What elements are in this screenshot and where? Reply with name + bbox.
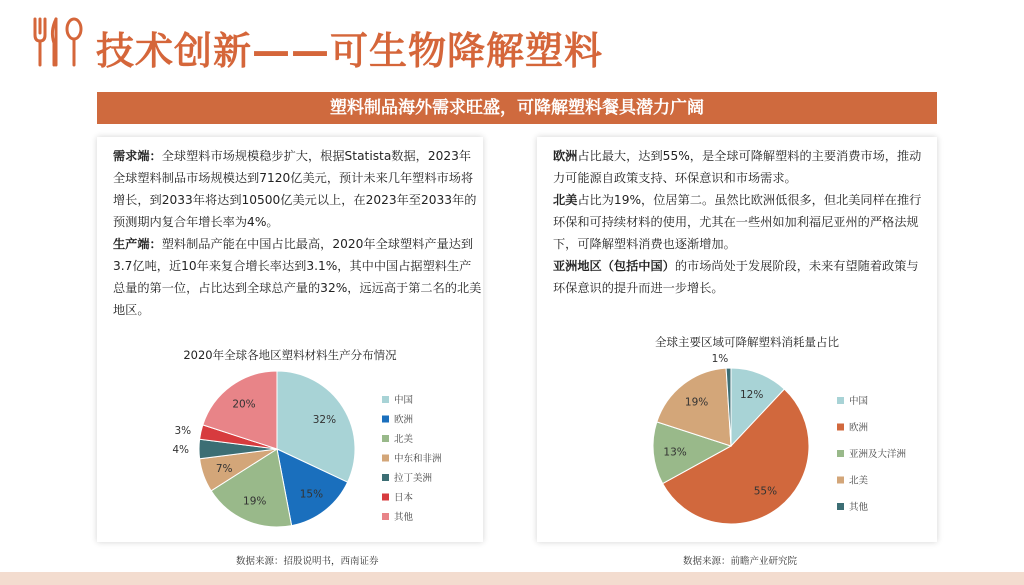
right-panel xyxy=(537,137,937,542)
production-pie-data-label: 32% xyxy=(312,413,337,426)
production-pie-legend-swatch xyxy=(382,494,389,501)
production-label: 生产端： xyxy=(113,237,162,251)
utensils-icon xyxy=(30,15,86,69)
production-paragraph xyxy=(113,233,483,321)
production-pie-chart xyxy=(97,337,483,542)
left-panel xyxy=(97,137,483,542)
europe-text: 占比最大，达到55%，是全球可降解塑料的主要消费市场，推动力可能源自政策支持、环保意识和市场需求。 xyxy=(553,149,922,185)
consumption-pie-data-label: 19% xyxy=(684,396,709,409)
consumption-pie-legend-swatch xyxy=(837,450,844,457)
consumption-pie-legend-label: 北美 xyxy=(849,475,869,487)
consumption-pie-legend-swatch xyxy=(837,397,844,404)
production-pie-legend-swatch xyxy=(382,474,389,481)
production-pie-data-label: 15% xyxy=(299,488,324,501)
consumption-pie-legend-swatch xyxy=(837,424,844,431)
production-pie-legend-label: 日本 xyxy=(394,492,414,504)
right-text xyxy=(553,145,929,299)
consumption-pie-legend-label: 欧洲 xyxy=(849,422,869,434)
europe-label: 欧洲 xyxy=(553,149,578,163)
consumption-pie-legend-label: 其他 xyxy=(849,502,869,513)
production-pie-legend-label: 北美 xyxy=(394,434,414,445)
production-pie-legend-swatch xyxy=(382,455,389,462)
asia-text: 的市场尚处于发展阶段，未来有望随着政策与环保意识的提升而进一步增长。 xyxy=(553,259,919,295)
consumption-pie-data-label: 55% xyxy=(753,485,778,498)
north-america-paragraph xyxy=(553,189,929,255)
demand-label: 需求端： xyxy=(113,149,162,163)
demand-text: 全球塑料市场规模稳步扩大，根据Statista数据，2023年全球塑料制品市场规模达到7120亿美元，预计未来几年塑料市场将增长，到2033年将达到10500亿美元以上，在2023年至2033年的预测期内复合年增长率为4%。 xyxy=(113,149,477,229)
production-pie-title: 2020年全球各地区塑料材料生产分布情况 xyxy=(183,348,397,362)
production-pie-legend-label: 其他 xyxy=(394,512,414,523)
production-pie-legend-swatch xyxy=(382,396,389,403)
asia-paragraph xyxy=(553,255,929,299)
consumption-pie-legend-swatch xyxy=(837,477,844,484)
production-pie-data-label: 19% xyxy=(243,495,267,508)
left-source: 数据来源：招股说明书，西南证券 xyxy=(236,556,379,567)
consumption-pie-legend-label: 亚洲及大洋洲 xyxy=(849,449,907,460)
page-title: 技术创新——可生物降解塑料 xyxy=(96,29,604,73)
consumption-pie-data-label: 13% xyxy=(663,446,687,459)
production-pie-legend-swatch xyxy=(382,416,389,423)
consumption-pie-chart xyxy=(537,322,937,542)
production-pie-legend-label: 欧洲 xyxy=(394,414,414,426)
consumption-pie-data-label: 12% xyxy=(740,388,764,401)
production-pie-legend-swatch xyxy=(382,513,389,520)
right-source: 数据来源：前瞻产业研究院 xyxy=(683,556,798,567)
asia-label: 亚洲地区（包括中国） xyxy=(553,259,675,273)
consumption-pie-legend-swatch xyxy=(837,503,844,510)
production-pie-data-label: 20% xyxy=(232,398,256,411)
consumption-pie-legend-label: 中国 xyxy=(849,396,869,407)
production-pie-data-label: 7% xyxy=(215,463,233,476)
footer-bar xyxy=(0,572,1024,585)
consumption-pie-data-label: 1% xyxy=(711,353,729,366)
production-pie-legend-label: 拉丁美洲 xyxy=(394,473,433,484)
production-pie-data-label: 4% xyxy=(172,444,189,456)
banner: 塑料制品海外需求旺盛，可降解塑料餐具潜力广阔 xyxy=(97,92,937,124)
production-pie-legend-swatch xyxy=(382,435,389,442)
north-america-label: 北美 xyxy=(553,193,578,207)
europe-paragraph xyxy=(553,145,929,189)
production-pie-legend-label: 中东和非洲 xyxy=(394,453,442,465)
north-america-text: 占比为19%，位居第二。虽然比欧洲低很多，但北美同样在推行环保和可持续材料的使用，尤其在一些州如加利福尼亚州的严格法规下，可降解塑料消费也逐渐增加。 xyxy=(553,193,922,251)
production-pie-legend-label: 中国 xyxy=(394,395,414,406)
demand-paragraph xyxy=(113,145,483,233)
consumption-pie-title: 全球主要区域可降解塑料消耗量占比 xyxy=(655,335,839,349)
left-text xyxy=(113,145,483,321)
production-pie-data-label: 3% xyxy=(174,424,192,437)
production-text: 塑料制品产能在中国占比最高，2020年全球塑料产量达到3.7亿吨，近10年来复合增长率达到3.1%，其中中国占据塑料生产总量的第一位，占比达到全球总产量的32%，远远高于第二名的北美地区。 xyxy=(113,237,482,317)
